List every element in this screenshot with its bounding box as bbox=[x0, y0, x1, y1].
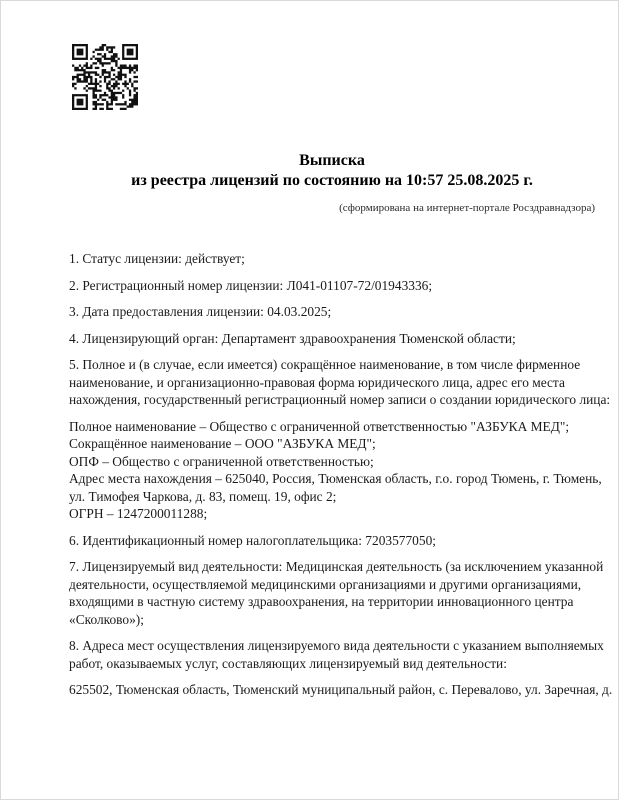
paragraph bbox=[69, 277, 596, 295]
paragraph-line: Сокращённое наименование – ООО "АЗБУКА МЕД"; bbox=[69, 436, 376, 451]
paragraph bbox=[69, 558, 604, 628]
paragraph-line: 625502, Тюменская область, Тюменский муниципальный район, с. Перевалово, ул. Заречная, д. bbox=[69, 682, 613, 697]
paragraph-line: работ, оказываемых услуг, составляющих лицензируемый вид деятельности: bbox=[69, 655, 507, 671]
paragraph-line: Полное наименование – Общество с ограниченной ответственностью "АЗБУКА МЕД"; bbox=[69, 418, 570, 434]
paragraph-line: «Сколково»); bbox=[69, 611, 144, 627]
document-body bbox=[69, 250, 613, 708]
paragraph bbox=[69, 356, 611, 409]
paragraph bbox=[69, 303, 596, 321]
paragraph-line: наименование, и организационно-правовая форма юридического лица, адрес его места bbox=[69, 374, 565, 390]
paragraph-line: 5. Полное и (в случае, если имеется) сокращённое наименование, в том числе фирменное bbox=[69, 357, 581, 372]
paragraph-line: Адрес места нахождения – 625040, Россия, Тюменская область, г.о. город Тюмень, г. Тюмень, bbox=[69, 471, 602, 486]
paragraph-line: ул. Тимофея Чаркова, д. 83, помещ. 19, офис 2; bbox=[69, 488, 337, 504]
paragraph-line: 3. Дата предоставления лицензии: 04.03.2025; bbox=[69, 304, 332, 319]
document-title-line2: из реестра лицензий по состоянию на 10:57 25.08.2025 г. bbox=[131, 172, 533, 189]
qr-code-image bbox=[72, 44, 138, 110]
paragraph bbox=[69, 250, 596, 268]
paragraph bbox=[69, 681, 613, 699]
paragraph-line: ОПФ – Общество с ограниченной ответственностью; bbox=[69, 453, 374, 469]
paragraph-line: ОГРН – 1247200011288; bbox=[69, 506, 208, 521]
paragraph-line: деятельности, осуществляемой медицинскими организациями и другими организациями, bbox=[69, 576, 582, 592]
paragraph bbox=[69, 330, 596, 348]
paragraph bbox=[69, 637, 604, 672]
paragraph-line: 1. Статус лицензии: действует; bbox=[69, 251, 245, 266]
paragraph-line: 2. Регистрационный номер лицензии: Л041-01107-72/01943336; bbox=[69, 277, 433, 293]
qr-code bbox=[72, 44, 138, 110]
paragraph-line: 6. Идентификационный номер налогоплательщика: 7203577050; bbox=[69, 532, 436, 548]
paragraph bbox=[69, 532, 596, 550]
paragraph bbox=[69, 418, 602, 523]
paragraph-line: 4. Лицензирующий орган: Департамент здравоохранения Тюменской области; bbox=[69, 330, 516, 346]
document-title bbox=[69, 151, 595, 191]
paragraph-line: нахождения, государственный регистрационный номер записи о создании юридического лица: bbox=[69, 392, 611, 407]
paragraph-line: 7. Лицензируемый вид деятельности: Медицинская деятельность (за исключением указанной bbox=[69, 559, 604, 574]
document-title-line1: Выписка bbox=[299, 152, 365, 169]
generation-note: (сформирована на интернет-портале Росздравнадзора) bbox=[339, 202, 595, 214]
paragraph-line: 8. Адреса мест осуществления лицензируемого вида деятельности с указанием выполняемых bbox=[69, 638, 604, 653]
paragraph-line: входящими в частную систему здравоохранения, на территории инновационного центра bbox=[69, 594, 574, 609]
